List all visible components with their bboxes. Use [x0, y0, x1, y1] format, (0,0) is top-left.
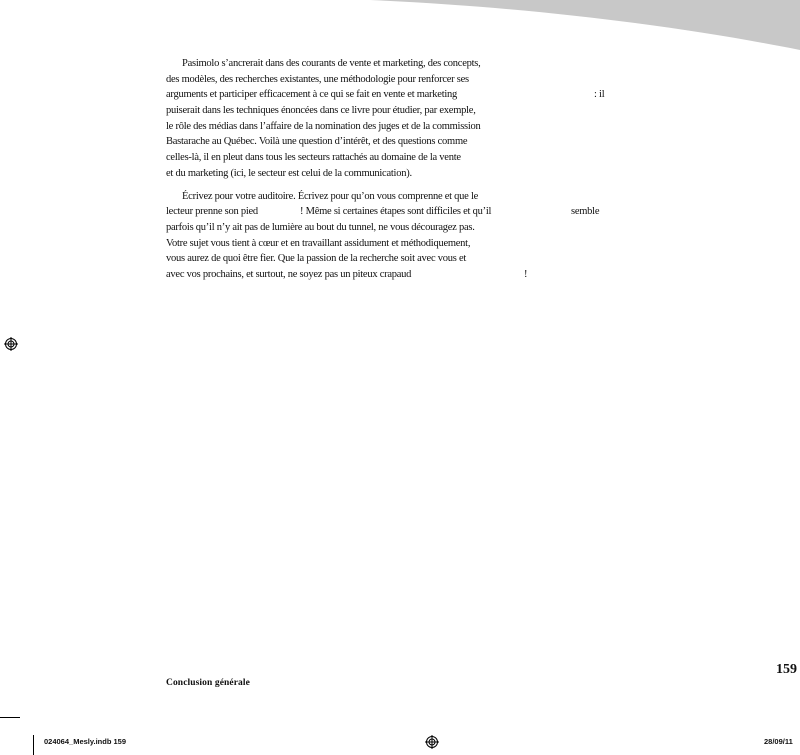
paragraph-line: celles-là, il en pleut dans tous les secteurs rattachés au domaine de la vente — [166, 152, 461, 164]
paragraph-line: Écrivez pour votre auditoire. Écrivez pour qu’on vous comprenne et que le — [182, 190, 479, 202]
paragraph-line-text: avec vos prochains, et surtout, ne soyez pas un piteux crapaud — [166, 268, 412, 280]
paragraph-line: Pasimolo s’ancrerait dans des courants de vente et marketing, des concepts, — [182, 58, 481, 69]
paragraph-line-text: arguments et participer efficacement à ce qui se fait en vente et marketing — [166, 89, 458, 101]
paragraph-line — [166, 204, 606, 220]
paragraph-1 — [166, 56, 606, 182]
paragraph-line: puiserait dans les techniques énoncées dans ce livre pour étudier, par exemple, — [166, 105, 476, 117]
registration-mark-icon — [425, 735, 439, 749]
paragraph-line: des modèles, des recherches existantes, une méthodologie pour renforcer ses — [166, 73, 469, 85]
paragraph-line — [166, 267, 606, 283]
paragraph-line: et du marketing (ici, le secteur est celui de la communication). — [166, 167, 412, 179]
page-number: 159 — [776, 662, 797, 677]
paragraph-line-fragment: : il — [594, 89, 605, 101]
footer-file-label: 024064_Mesly.indb 159 — [44, 737, 126, 746]
paragraph-line: parfois qu’il n’y ait pas de lumière au bout du tunnel, ne vous découragez pas. — [166, 221, 475, 233]
paragraph-line: Bastarache au Québec. Voilà une question d’intérêt, et des questions comme — [166, 136, 468, 148]
footer-date: 28/09/11 — [764, 737, 793, 746]
registration-mark-icon — [4, 337, 18, 351]
paragraph-line-fragment: semble — [571, 206, 600, 218]
paragraph-line: Votre sujet vous tient à cœur et en travaillant assidument et méthodiquement, — [166, 237, 471, 249]
body-text — [166, 56, 606, 290]
section-title: Conclusion générale — [166, 678, 250, 688]
paragraph-line-text: lecteur prenne son pied — [166, 206, 258, 218]
corner-swoosh — [370, 0, 800, 60]
paragraph-2 — [166, 189, 606, 283]
paragraph-line-fragment: ! Même si certaines étapes sont difficiles et qu’il — [300, 206, 492, 218]
crop-mark — [33, 735, 34, 755]
paragraph-line: vous aurez de quoi être fier. Que la passion de la recherche soit avec vous et — [166, 253, 467, 265]
paragraph-line: le rôle des médias dans l’affaire de la nomination des juges et de la commission — [166, 120, 481, 132]
paragraph-line — [166, 87, 606, 103]
paragraph-line-fragment: ! — [524, 268, 528, 280]
crop-mark — [0, 717, 20, 718]
